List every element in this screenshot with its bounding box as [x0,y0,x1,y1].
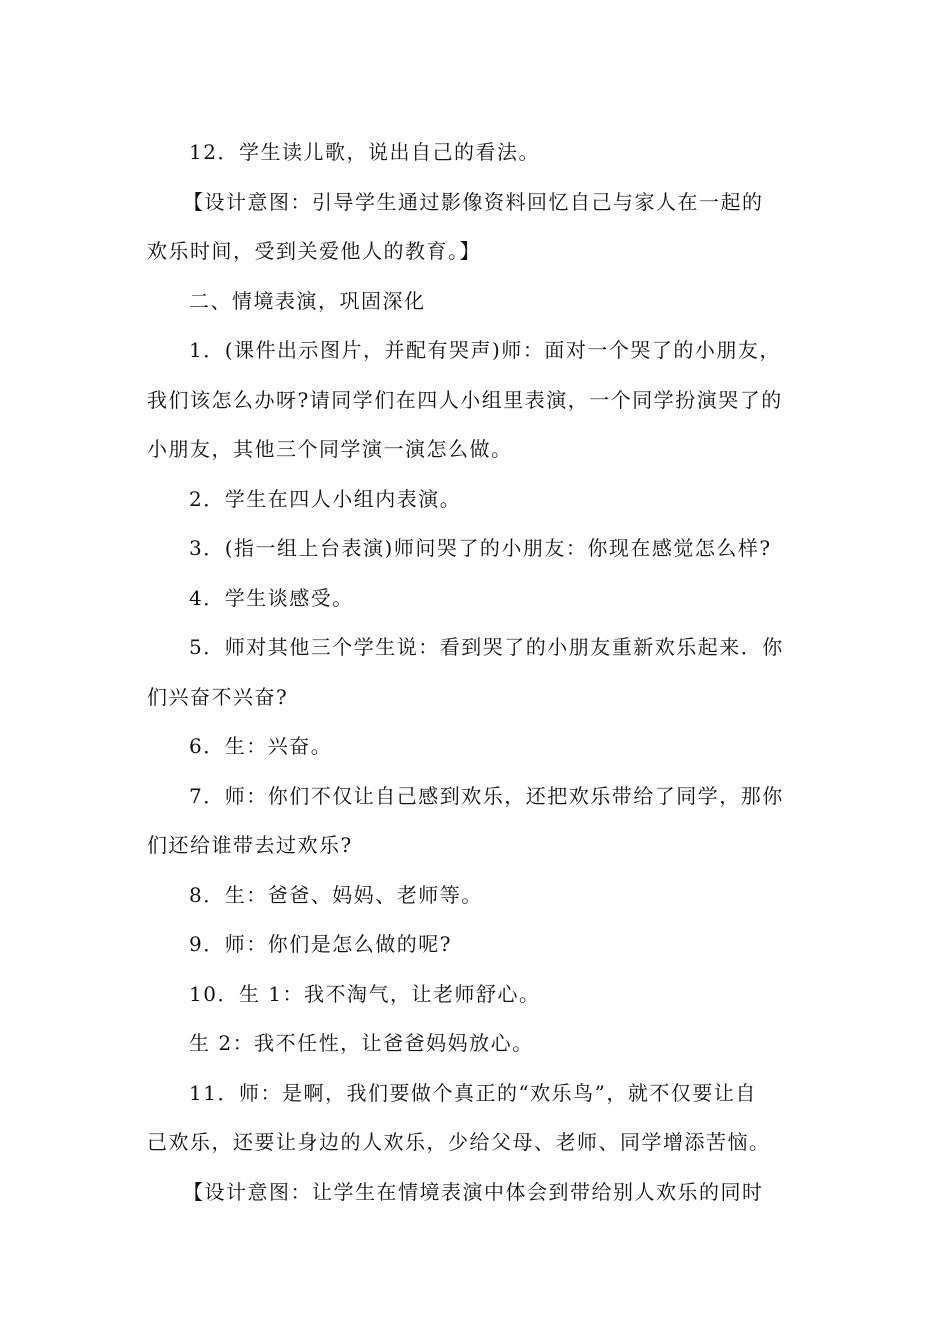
paragraph-line: 2．学生在四人小组内表演。 [189,486,462,511]
paragraph-line: 3．(指一组上台表演)师问哭了的小朋友：你现在感觉怎么样? [189,536,772,560]
paragraph-line: 【设计意图：让学生在情境表演中体会到带给别人欢乐的同时 [183,1179,764,1204]
paragraph-line: 10．生 1：我不淘气，让老师舒心。 [189,981,541,1006]
paragraph-line: 9．师：你们是怎么做的呢? [189,932,452,956]
paragraph-line: 6．生：兴奋。 [189,734,333,758]
paragraph-line: 11．师：是啊，我们要做个真正的“欢乐鸟”，就不仅要让自 [189,1080,757,1105]
paragraph-line: 小朋友，其他三个同学演一演怎么做。 [147,437,513,461]
paragraph-line: 4．学生谈感受。 [189,585,354,610]
paragraph-line: 们兴奋不兴奋? [147,684,289,709]
document-body [147,128,807,1217]
paragraph-line: 【设计意图：引导学生通过影像资料回忆自己与家人在一起的 [183,189,764,214]
paragraph-line: 12．学生读儿歌，说出自己的看法。 [189,140,540,164]
paragraph-line: 欢乐时间，受到关爱他人的教育。】 [147,239,481,263]
paragraph-line: 己欢乐，还要让身边的人欢乐，少给父母、老师、同学增添苦恼。 [147,1130,771,1154]
paragraph-line: 8．生：爸爸、妈妈、老师等。 [189,882,483,907]
section-heading: 二、情境表演，巩固深化 [189,288,426,313]
paragraph-line: 生 2：我不任性，让爸爸妈妈放心。 [189,1031,534,1055]
paragraph-line: 7．师：你们不仅让自己感到欢乐，还把欢乐带给了同学，那你 [189,783,784,808]
paragraph-line: 我们该怎么办呀?请同学们在四人小组里表演，一个同学扮演哭了的 [147,387,783,412]
paragraph-line: 们还给谁带去过欢乐? [147,833,353,857]
paragraph-line: 1．(课件出示图片，并配有哭声)师：面对一个哭了的小朋友， [189,338,781,362]
paragraph-line: 5．师对其他三个学生说：看到哭了的小朋友重新欢乐起来．你 [189,635,784,659]
